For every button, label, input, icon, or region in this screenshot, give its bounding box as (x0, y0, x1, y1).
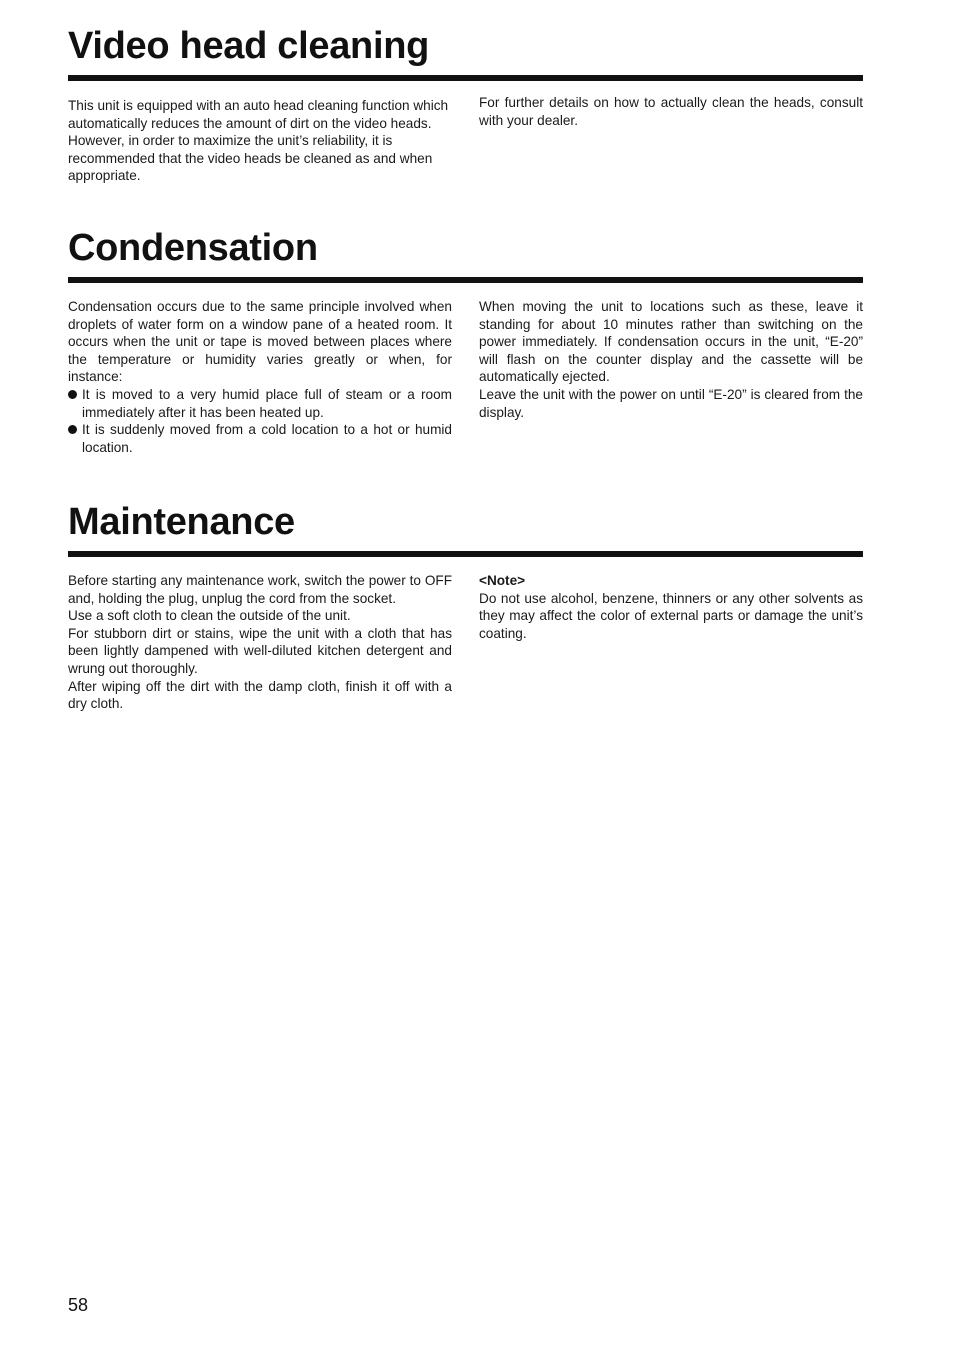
section-title-maintenance: Maintenance (68, 501, 295, 543)
right-column (479, 298, 863, 456)
list-item-text: It is suddenly moved from a cold location to a hot or humid location. (82, 422, 452, 455)
list-item (68, 386, 452, 421)
paragraph: When moving the unit to locations such as these, leave it standing for about 10 minutes rather than switching on the power immediately. If condensation occurs in the unit, “E-20” will flash on the counter display and the cassette will be automatically ejected. (479, 299, 863, 385)
bullet-list (68, 386, 452, 456)
left-column (68, 298, 452, 456)
section-title-video-head-cleaning: Video head cleaning (68, 25, 430, 67)
list-item (68, 421, 452, 456)
right-column (479, 572, 863, 713)
section-divider (68, 75, 863, 81)
section-maintenance (68, 500, 863, 713)
section-columns (68, 572, 863, 713)
note-text: Do not use alcohol, benzene, thinners or any other solvents as they may affect the color of external parts or damage the unit’s coating. (479, 590, 863, 641)
paragraph: After wiping off the dirt with the damp cloth, finish it off with a dry cloth. (68, 678, 452, 712)
paragraph: Use a soft cloth to clean the outside of the unit. (68, 608, 351, 624)
section-columns (68, 298, 863, 456)
bullet-icon (68, 390, 77, 399)
page-number: 58 (68, 1295, 89, 1315)
right-column (479, 94, 863, 185)
left-column (68, 572, 452, 713)
paragraph: Before starting any maintenance work, switch the power to OFF and, holding the plug, unplug the cord from the socket. (68, 573, 452, 606)
paragraph: For further details on how to actually clean the heads, consult with your dealer. (479, 95, 863, 128)
section-video-head-cleaning (68, 24, 863, 185)
list-item-text: It is moved to a very humid place full of steam or a room immediately after it has been heated up. (82, 386, 452, 420)
paragraph: For stubborn dirt or stains, wipe the unit with a cloth that has been lightly dampened with well-diluted kitchen detergent and wrung out thoroughly. (68, 625, 452, 676)
section-columns (68, 94, 863, 185)
section-title-condensation: Condensation (68, 227, 318, 269)
paragraph: Condensation occurs due to the same principle involved when droplets of water form on a window pane of a heated room. It occurs when the unit or tape is moved between places where the temperature or humidity varies greatly or when, for instance: (68, 299, 452, 385)
bullet-icon (68, 425, 77, 434)
section-divider (68, 551, 863, 557)
section-condensation (68, 226, 863, 456)
section-divider (68, 277, 863, 283)
left-column (68, 94, 452, 185)
note-heading: <Note> (479, 573, 526, 588)
paragraph: Leave the unit with the power on until “E-20” is cleared from the display. (479, 386, 863, 420)
paragraph: This unit is equipped with an auto head cleaning function which automatically reduces the amount of dirt on the video heads. However, in order to maximize the unit’s reliability, it is recommended that the video heads be cleaned as and when appropriate. (68, 98, 449, 184)
